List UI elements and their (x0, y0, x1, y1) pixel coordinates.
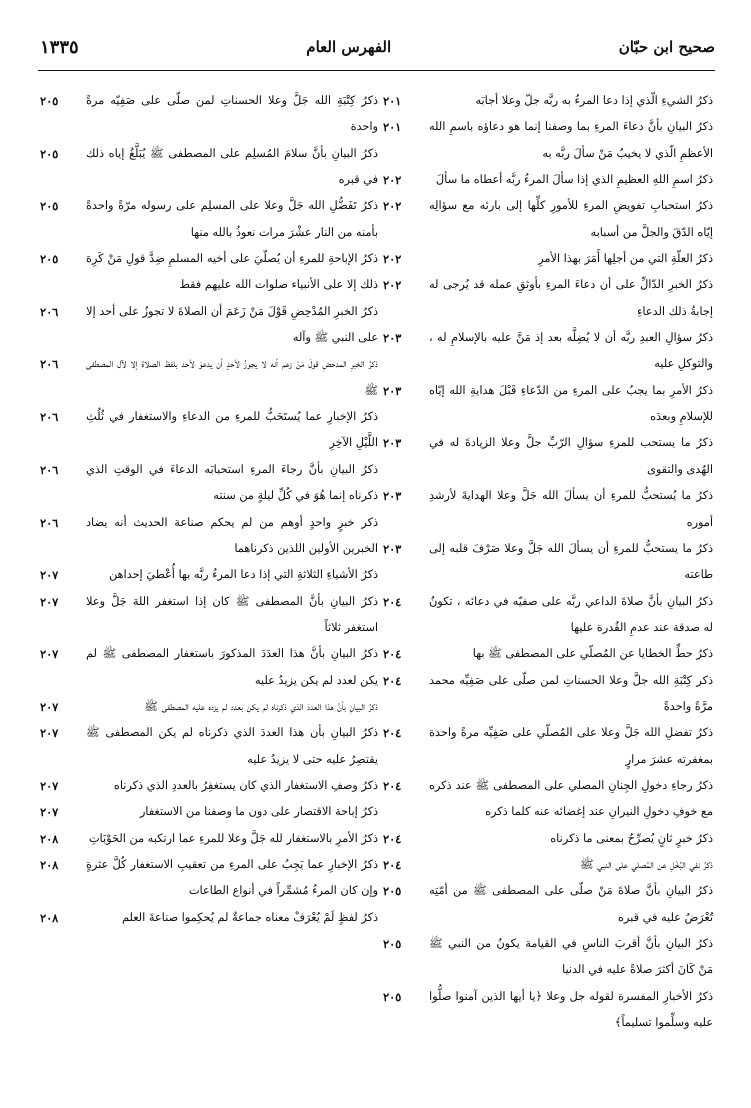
entry-page-number: ٢٠٥ (40, 199, 59, 214)
section-title: الفهرس العام (306, 38, 392, 56)
entry-title: ذكرُ ما يُستحبُّ للمرءِ أن يسألَ الله جَلَّ وعلا الهدايةَ لأرشدِ أموره (429, 489, 713, 529)
index-entry (383, 193, 713, 246)
header-rule (38, 70, 715, 71)
entry-title: ذكرُ البيانِ بأنَّ رجاءَ المرءِ استحبابَه الدعاءَ في الوقتِ الذي ذكرناه إنما هُوَ في كُلِّ ليلةٍ من سنته (86, 462, 378, 503)
entry-page-number: ٢٠٧ (40, 594, 59, 609)
book-title: صحيح ابن حبّان (618, 38, 715, 56)
index-entry (40, 457, 378, 510)
entry-title: ذكرُ نفي البُخْلِ عن المُصلي على النبي ﷺ (579, 857, 713, 871)
index-entry (383, 668, 713, 721)
entry-title: ذكرُ الخبرِ المدحضِ قولَ مَنْ زعم أنه لا يجوزُ لأحدٍ أن يدعوَ لأحد بلفظ الصلاة إلا لآل المصطفى ﷺ (86, 357, 378, 397)
entry-page-number: ٢٠٦ (40, 304, 59, 319)
entry-title: ذكرُ الأمرِ بالاستغفار لله جَلَّ وعلا للمرءِ عما ارتكبه من الحَوْبَاتِ (88, 831, 378, 845)
entry-title: ذكرُ اسمِ اللهِ العظيمِ الذي إذا سألَ المرءُ ربَّه أعطاه ما سألَ (435, 173, 713, 187)
entry-page-number: ٢٠٣ (383, 541, 402, 556)
index-entry (40, 351, 378, 404)
index-entry (40, 852, 378, 905)
entry-page-number: ٢٠٦ (40, 515, 59, 530)
entry-title: ذكرُ البيانِ بأنَّ هذا العدَدَ المذكورَ باستغفار المصطفى ﷺ لم يكن لعدد لم يكن يزيدُ عليه (86, 647, 378, 687)
entry-page-number: ٢٠٥ (40, 146, 59, 161)
right-column (383, 88, 713, 1036)
entry-page-number: ٢٠٣ (383, 383, 402, 398)
index-entry (40, 404, 378, 457)
index-entry (383, 589, 713, 642)
index-entry (40, 562, 378, 588)
entry-title: ذكر خبرٍ واحدٍ أوهم من لم يحكم صناعة الحديث أنه يضاد الخبرين الأولين اللذين ذكرناهما (86, 515, 378, 555)
entry-title: ذكرُ حطِّ الخطايا عن المُصلّي على المصطفى ﷺ بها (472, 647, 713, 661)
entry-title: ذكرُ البيانِ بأنَّ المصطفى ﷺ كان إذا استغفر اللهَ جَلَّ وعلا استغفر ثلاثاً (86, 594, 378, 634)
index-entry (40, 720, 378, 773)
entry-title: ذكرُ الشيءِ الّذي إذا دعا المرءُ به ربَّه جلّ وعلا أجابَه (475, 94, 713, 107)
entry-page-number: ٢٠٧ (40, 778, 59, 793)
index-entry (40, 694, 378, 720)
entry-page-number: ٢٠٥ (383, 884, 402, 899)
index-entry (40, 799, 378, 825)
entry-title: ذكرُ رجاءِ دخولِ الجِنانِ المصلي على المصطفى ﷺ عند ذكره مع خوفِ دخولِ النيرانِ عند إغضائه عنه كلما ذكره (429, 778, 713, 819)
entry-page-number: ٢٠٤ (383, 831, 402, 846)
entry-title: ذكرُ كِتْبَةِ الله جَلَّ وعلا الحسناتِ لمن صلّى على صَفِيّه مرةً واحدة (86, 94, 378, 134)
index-entry (40, 299, 378, 352)
entry-page-number: ٢٠٦ (40, 357, 59, 372)
entry-page-number: ٢٠٢ (383, 199, 402, 214)
entry-title: ذكرُ الإباحةِ للمرءِ أن يُصلّيَ على أخيه المسلمِ ضِدَّ قولِ مَنْ كَرِهَ ذلك إلا على الأنبياء صلوات الله عليهم فقط (86, 252, 378, 292)
entry-title: ذكرُ الإخبارِ عما يُستَحَبُّ للمرءِ من الدعاءِ والاستغفار في ثُلُثِ اللَّيْلِ الآخِرِ (86, 410, 378, 450)
entry-page-number: ٢٠٥ (40, 252, 59, 267)
entry-title: ذكرُ إباحة الاقتصار على دون ما وصفنا من الاستغفار (139, 805, 378, 819)
index-entry (383, 167, 713, 193)
entry-title: ذكرُ الأشياءِ الثلاثةِ التي إذا دعا المرءُ ربَّه بها أُعْطيَ إحداهن (108, 568, 378, 582)
entry-page-number: ٢٠٦ (40, 410, 59, 425)
index-entry (383, 114, 713, 167)
entry-page-number: ٢٠٤ (383, 726, 402, 741)
index-entry (383, 931, 713, 984)
entry-title: ذكرُ وصفِ الاستغفار الذي كان يستغفِرُ بالعددِ الذي ذكرناه (113, 778, 378, 792)
entry-title: ذكرُ البيانِ بأنَّ صلاةَ الداعي ربَّه على صفيّه في دعائه ، تكونُ له صدقة عند عدمِ القُدرة عليها (429, 594, 713, 634)
index-entry (383, 325, 713, 378)
entry-title: ذكرُ الخبرِ المُدْحِضِ قَوْلَ مَنْ زَعَمَ أن الصلاةَ لا تجوزُ على أحد إلا على النبي ﷺ وآله (86, 304, 378, 345)
entry-page-number: ٢٠٧ (40, 805, 59, 820)
index-entry (383, 430, 713, 483)
index-entry (383, 483, 713, 536)
entry-title: ذكرُ الخبرِ الدّالِّ على أن دعاءَ المرءِ بأوثقِ عمله قد يُرجى له إجابةُ ذلك الدعاءِ (429, 278, 713, 318)
index-entry (40, 193, 378, 246)
entry-title: ذكرُ الإخبارِ عما يَجِبُ على المرءِ من تعقيبِ الاستغفار كُلَّ عثرةٍ وإن كان المرءُ مُشمِّراً في أنواع الطاعات (86, 857, 378, 898)
entry-page-number: ٢٠٢ (383, 278, 402, 293)
entry-page-number: ٢٠١ (383, 120, 402, 135)
entry-title: ذكرُ البيانِ بأنَّ سلامَ المُسلِم على المصطفى ﷺ يُبَلَّغُ إياه ذلك في قبره (86, 146, 378, 187)
entry-page-number: ٢٠٢ (383, 173, 402, 188)
entry-title: ذكرُ البيانِ بأنَّ أقربَ الناسِ في القيامة يكونُ من النبي ﷺ مَنْ كَانَ أكثرَ صلاةً عليه في الدنيا (429, 937, 713, 977)
entry-title: ذكرُ ما يستحب للمرءِ سؤالِ الرّبِّ جلَّ وعلا الزيادةَ له في الهُدى والتقوى (429, 436, 713, 476)
entry-title: ذكرُ تفضلِ الله جَلَّ وعلا على المُصلّي على صَفِيِّه مرةً واحدة بمغفرته عشرَ مرارٍ (429, 726, 713, 766)
entry-page-number: ٢٠٦ (40, 462, 59, 477)
entry-page-number: ٢٠٥ (383, 989, 402, 1004)
index-entry (40, 905, 378, 931)
index-entry (40, 826, 378, 852)
entry-title: ذكرُ العلّةِ التي من أجلِها أَمَرَ بهذا الأمرِ (538, 252, 713, 266)
index-entry (383, 984, 713, 1037)
entry-title: ذكرُ استحبابِ تفويضِ المرءِ للأمورِ كلِّها إلى بارئه مع سؤالِه إيّاه الدّقَ والجلَّ من أسبابه (429, 199, 713, 239)
left-column (40, 88, 378, 931)
index-entry (40, 589, 378, 642)
entry-page-number: ٢٠٢ (383, 252, 402, 267)
index-entry (40, 641, 378, 694)
entry-title: ذكرُ تَفَضُّلِ الله جَلَّ وعلا على المسلِم على رسوله مرّةً واحدةً بأمنه من النار عشْرَ مرات نعوذُ بالله منها (86, 199, 378, 239)
entry-title: ذكرُ سؤالِ العبدِ ربَّه أن لا يُضِلَّه بعد إذ مَنَّ عليه بالإسلامِ له ، والتوكلِ عليه (429, 331, 713, 371)
entry-page-number: ٢٠٧ (40, 647, 59, 662)
index-entry (383, 852, 713, 878)
entry-page-number: ٢٠٣ (383, 489, 402, 504)
entry-page-number: ٢٠٧ (40, 726, 59, 741)
entry-title: ذكرُ البيانِ بأنَّ دعاءَ المرءِ بما وصفنا إنما هو دعاؤه باسمِ الله الأعظمِ الّذي لا يخيبُ مَنْ سألَ ربَّه به (429, 120, 713, 160)
index-entry (40, 246, 378, 299)
index-entry (383, 641, 713, 667)
page-header (40, 30, 715, 64)
entry-title: ذكرُ ما يستحبُّ للمرءِ أن يسألَ الله جَلَّ وعلا صَرْفَ قلبه إلى طاعته (429, 541, 713, 582)
entry-page-number: ٢٠٥ (40, 94, 59, 108)
entry-page-number: ٢٠٣ (383, 436, 402, 451)
entry-title: ذكرُ خبرٍ ثانٍ يُصرِّحُ بمعنى ما ذكرناه (550, 831, 713, 845)
entry-page-number: ٢٠٧ (40, 699, 59, 714)
index-entry (40, 510, 378, 563)
index-entry (40, 88, 378, 141)
entry-title: ذكرُ الأمرِ بما يجبُ على المرءِ من الدّعاءِ قَبْلَ هدايةِ الله إيّاه للإسلامِ وبعدَه (429, 383, 713, 424)
entry-title: ذكرُ البيانِ بأنَّ صلاةَ مَنْ صلّى على المصطفى ﷺ من أمّتِه تُعْرَضُ عليه في قبره (429, 884, 713, 924)
entry-page-number: ٢٠١ (383, 94, 402, 108)
entry-title: ذكرُ الأخبارِ المفسرة لقوله جل وعلا ﴿يا أيها الذين آمنوا صلُّوا عليه وسلِّموا تسليماً﴾ (429, 989, 713, 1030)
entry-page-number: ٢٠٤ (383, 778, 402, 793)
index-entry (383, 272, 713, 325)
entry-page-number: ٢٠٧ (40, 568, 59, 583)
entry-title: ذكر كِتْبَةِ الله جلَّ وعلا الحسناتِ لمن صلّى على صَفِيِّه محمد مرَّةً واحدةً (429, 673, 713, 713)
entry-page-number: ٢٠٨ (40, 831, 59, 846)
entry-title: ذكرُ البيانِ بأنَّ هذا العددَ الذي ذكرناه لم يكن بعدد لم يزده عليه المصطفى ﷺ (144, 699, 378, 713)
entry-page-number: ٢٠٤ (383, 647, 402, 662)
entry-title: ذكرُ لفظٍ لَمْ يُعْرَفْ معناه جماعةٌ لم يُحكِموا صناعةَ العلم (121, 910, 378, 924)
index-entry (383, 878, 713, 931)
entry-page-number: ٢٠٣ (383, 331, 402, 346)
entry-page-number: ٢٠٨ (40, 910, 59, 925)
entry-page-number: ٢٠٤ (383, 673, 402, 688)
index-entry (40, 141, 378, 194)
entry-title: ذكرُ البيانِ بأن هذا العددَ الذي ذكرناه لم يكن المصطفى ﷺ يقتصِرُ عليه حتى لا يزيدُ عليه (86, 726, 378, 766)
entry-page-number: ٢٠٥ (383, 937, 402, 951)
index-entry (40, 773, 378, 799)
index-entry (383, 773, 713, 826)
index-entry (383, 826, 713, 852)
entry-page-number: ٢٠٤ (383, 594, 402, 609)
index-entry (383, 378, 713, 431)
page-number: ١٣٣٥ (40, 36, 79, 58)
entry-page-number: ٢٠٨ (40, 857, 59, 872)
index-entry (383, 720, 713, 773)
index-entry (383, 88, 713, 114)
index-entry (383, 246, 713, 272)
entry-page-number: ٢٠٤ (383, 857, 402, 872)
index-entry (383, 536, 713, 589)
